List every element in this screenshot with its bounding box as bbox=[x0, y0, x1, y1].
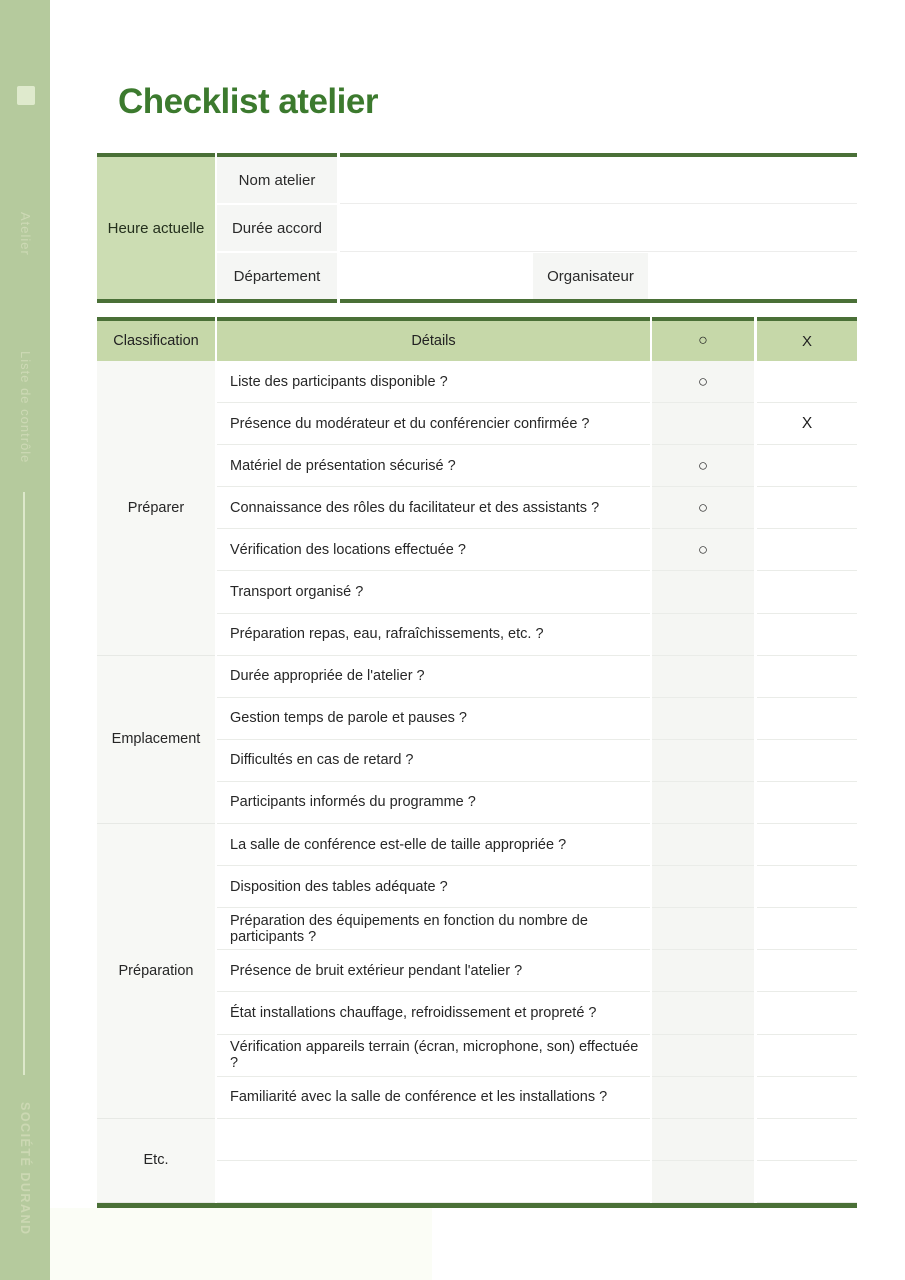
circle-mark-cell[interactable]: ○ bbox=[652, 529, 754, 571]
table-row bbox=[217, 698, 857, 740]
detail-cell: Transport organisé ? bbox=[217, 571, 650, 613]
header-classification: Classification bbox=[97, 321, 215, 361]
section-emplacement bbox=[97, 656, 857, 824]
sidebar bbox=[0, 0, 50, 1280]
detail-cell: Gestion temps de parole et pauses ? bbox=[217, 698, 650, 740]
header-x: X bbox=[757, 321, 857, 361]
classification-cell: Emplacement bbox=[97, 656, 215, 824]
x-mark-cell[interactable] bbox=[757, 1161, 857, 1203]
sidebar-item-liste-de-controle[interactable]: Liste de contrôle bbox=[18, 351, 33, 464]
circle-mark-cell[interactable] bbox=[652, 1077, 754, 1119]
section-preparer bbox=[97, 361, 857, 656]
table-row bbox=[217, 1077, 857, 1119]
nom-atelier-value[interactable] bbox=[340, 157, 857, 202]
table-row bbox=[217, 908, 857, 950]
table-row bbox=[217, 1119, 857, 1161]
circle-mark-cell[interactable] bbox=[652, 782, 754, 824]
table-row bbox=[217, 445, 857, 487]
circle-mark-cell[interactable] bbox=[652, 1035, 754, 1077]
x-mark-cell[interactable] bbox=[757, 1119, 857, 1161]
x-mark-cell[interactable] bbox=[757, 571, 857, 613]
checklist-body bbox=[97, 361, 857, 1203]
section-etc bbox=[97, 1119, 857, 1203]
x-mark-cell[interactable] bbox=[757, 487, 857, 529]
x-mark-cell[interactable] bbox=[757, 656, 857, 698]
page-title: Checklist atelier bbox=[118, 82, 378, 121]
table-row bbox=[217, 361, 857, 403]
duree-accord-label: Durée accord bbox=[217, 205, 337, 251]
circle-mark-cell[interactable]: ○ bbox=[652, 445, 754, 487]
x-mark-cell[interactable] bbox=[757, 698, 857, 740]
detail-cell: La salle de conférence est-elle de taille appropriée ? bbox=[217, 824, 650, 866]
x-mark-cell[interactable] bbox=[757, 782, 857, 824]
detail-cell: Participants informés du programme ? bbox=[217, 782, 650, 824]
row-separator bbox=[340, 251, 857, 252]
table-row bbox=[217, 403, 857, 445]
circle-mark-cell[interactable] bbox=[652, 1119, 754, 1161]
departement-label: Département bbox=[217, 253, 337, 299]
table-row bbox=[217, 1161, 857, 1203]
circle-mark-cell[interactable] bbox=[652, 614, 754, 656]
circle-mark-cell[interactable] bbox=[652, 656, 754, 698]
table-row bbox=[217, 529, 857, 571]
detail-cell: Présence du modérateur et du conférencier confirmée ? bbox=[217, 403, 650, 445]
page-footer-tint bbox=[50, 1208, 432, 1280]
circle-mark-cell[interactable]: ○ bbox=[652, 361, 754, 403]
info-table-bottom-border bbox=[97, 299, 215, 303]
table-row bbox=[217, 866, 857, 908]
table-row bbox=[217, 571, 857, 613]
detail-cell: Disposition des tables adéquate ? bbox=[217, 866, 650, 908]
detail-cell: Familiarité avec la salle de conférence et les installations ? bbox=[217, 1077, 650, 1119]
detail-cell: Liste des participants disponible ? bbox=[217, 361, 650, 403]
circle-mark-cell[interactable] bbox=[652, 740, 754, 782]
circle-mark-cell[interactable] bbox=[652, 866, 754, 908]
circle-mark-cell[interactable] bbox=[652, 403, 754, 445]
info-table-bottom-border bbox=[340, 299, 857, 303]
circle-mark-cell[interactable] bbox=[652, 908, 754, 950]
circle-mark-cell[interactable]: ○ bbox=[652, 487, 754, 529]
x-mark-cell[interactable] bbox=[757, 866, 857, 908]
classification-cell: Préparation bbox=[97, 824, 215, 1119]
detail-cell[interactable] bbox=[217, 1161, 650, 1203]
table-row bbox=[217, 782, 857, 824]
circle-mark-cell[interactable] bbox=[652, 950, 754, 992]
detail-cell: Préparation des équipements en fonction du nombre de participants ? bbox=[217, 908, 650, 950]
info-table bbox=[97, 153, 857, 303]
checklist-table bbox=[97, 317, 857, 1208]
header-details: Détails bbox=[217, 321, 650, 361]
table-row bbox=[217, 824, 857, 866]
circle-mark-cell[interactable] bbox=[652, 824, 754, 866]
table-row bbox=[217, 1035, 857, 1077]
sidebar-item-atelier[interactable]: Atelier bbox=[18, 212, 33, 256]
detail-cell: Vérification des locations effectuée ? bbox=[217, 529, 650, 571]
table-row bbox=[217, 487, 857, 529]
x-mark-cell[interactable] bbox=[757, 824, 857, 866]
detail-cell[interactable] bbox=[217, 1119, 650, 1161]
company-name: SOCIÉTÉ DURAND bbox=[18, 1102, 32, 1236]
x-mark-cell[interactable] bbox=[757, 445, 857, 487]
table-row bbox=[217, 992, 857, 1034]
table-row bbox=[217, 740, 857, 782]
duree-accord-value[interactable] bbox=[340, 205, 857, 250]
table-row bbox=[217, 950, 857, 992]
row-separator bbox=[340, 203, 857, 204]
detail-cell: Vérification appareils terrain (écran, microphone, son) effectuée ? bbox=[217, 1035, 650, 1077]
classification-cell: Préparer bbox=[97, 361, 215, 656]
detail-cell: Présence de bruit extérieur pendant l'atelier ? bbox=[217, 950, 650, 992]
x-mark-cell[interactable] bbox=[757, 529, 857, 571]
x-mark-cell[interactable] bbox=[757, 361, 857, 403]
detail-cell: Connaissance des rôles du facilitateur et des assistants ? bbox=[217, 487, 650, 529]
circle-mark-cell[interactable] bbox=[652, 992, 754, 1034]
header-circle: ○ bbox=[652, 321, 754, 361]
table-row bbox=[217, 614, 857, 656]
classification-cell: Etc. bbox=[97, 1119, 215, 1203]
logo-placeholder-icon bbox=[17, 86, 35, 105]
x-mark-cell[interactable] bbox=[757, 1077, 857, 1119]
nom-atelier-label: Nom atelier bbox=[217, 157, 337, 203]
x-mark-cell[interactable] bbox=[757, 740, 857, 782]
sidebar-divider bbox=[23, 492, 25, 1075]
current-time-cell: Heure actuelle bbox=[97, 157, 215, 299]
table-row bbox=[217, 656, 857, 698]
x-mark-cell[interactable] bbox=[757, 950, 857, 992]
detail-cell: Difficultés en cas de retard ? bbox=[217, 740, 650, 782]
x-mark-cell[interactable]: X bbox=[757, 403, 857, 445]
x-mark-cell[interactable] bbox=[757, 992, 857, 1034]
section-preparation bbox=[97, 824, 857, 1119]
departement-value[interactable] bbox=[340, 253, 531, 299]
circle-mark-cell[interactable] bbox=[652, 1161, 754, 1203]
x-mark-cell[interactable] bbox=[757, 614, 857, 656]
circle-mark-cell[interactable] bbox=[652, 698, 754, 740]
detail-cell: Durée appropriée de l'atelier ? bbox=[217, 656, 650, 698]
x-mark-cell[interactable] bbox=[757, 908, 857, 950]
info-table-bottom-border bbox=[217, 299, 337, 303]
x-mark-cell[interactable] bbox=[757, 1035, 857, 1077]
organisateur-label: Organisateur bbox=[533, 253, 648, 299]
detail-cell: Préparation repas, eau, rafraîchissements, etc. ? bbox=[217, 614, 650, 656]
detail-cell: Matériel de présentation sécurisé ? bbox=[217, 445, 650, 487]
detail-cell: État installations chauffage, refroidissement et propreté ? bbox=[217, 992, 650, 1034]
circle-mark-cell[interactable] bbox=[652, 571, 754, 613]
organisateur-value[interactable] bbox=[650, 253, 857, 299]
